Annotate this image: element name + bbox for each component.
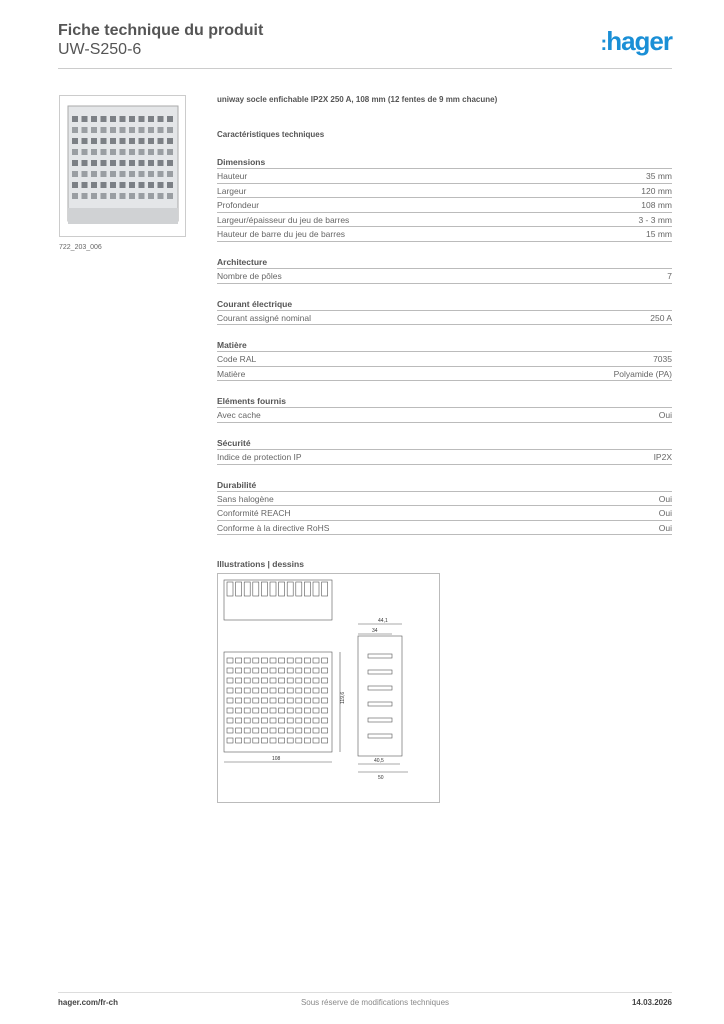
spec-row — [217, 367, 672, 382]
spec-row — [217, 450, 672, 465]
website-link[interactable]: hager.com/fr-ch — [58, 998, 119, 1007]
spec-value: Polyamide (PA) — [613, 368, 672, 379]
spec-row — [217, 352, 672, 367]
product-photo — [59, 95, 186, 237]
spec-value: 7035 — [653, 354, 672, 365]
spec-value: Oui — [658, 493, 672, 504]
group-title: Durabilité — [217, 478, 672, 492]
spec-value: IP2X — [653, 451, 672, 462]
spec-row — [217, 213, 672, 228]
spec-row — [217, 506, 672, 521]
spec-row — [217, 492, 672, 507]
spec-row — [217, 269, 672, 284]
spec-label: Profondeur — [217, 200, 260, 211]
spec-row — [217, 198, 672, 213]
header-divider — [58, 68, 672, 69]
disclaimer: Sous réserve de modifications techniques — [300, 998, 450, 1007]
section-title: Caractéristiques techniques — [217, 130, 325, 139]
spec-value: 108 mm — [641, 200, 672, 211]
illustrations-title: Illustrations | dessins — [217, 559, 304, 570]
spec-label: Code RAL — [217, 354, 257, 365]
photo-caption: 722_203_006 — [59, 244, 102, 251]
spec-group — [217, 394, 672, 423]
dim-width: 108 — [272, 756, 281, 763]
page-title: Fiche technique du produit — [58, 22, 264, 39]
group-title: Eléments fournis — [217, 394, 672, 408]
spec-label: Nombre de pôles — [217, 270, 282, 281]
spec-row — [217, 227, 672, 242]
dim-base: 40,5 — [374, 758, 384, 765]
dim-depth: 44,1 — [378, 618, 388, 625]
spec-row — [217, 311, 672, 326]
group-title: Courant électrique — [217, 297, 672, 311]
spec-group — [217, 297, 672, 326]
spec-label: Hauteur de barre du jeu de barres — [217, 229, 346, 240]
spec-row — [217, 521, 672, 536]
spec-value: Oui — [658, 508, 672, 519]
spec-value: 7 — [667, 270, 672, 281]
spec-group — [217, 338, 672, 381]
spec-value: 35 mm — [646, 171, 672, 181]
group-title: Sécurité — [217, 436, 672, 450]
group-title: Dimensions — [217, 155, 672, 169]
technical-drawing — [217, 573, 440, 803]
spec-value: 15 mm — [646, 229, 672, 240]
date: 14.03.2026 — [631, 998, 672, 1007]
product-description: uniway socle enfichable IP2X 250 A, 108 mm (12 fentes de 9 mm chacune) — [217, 95, 498, 104]
spec-label: Hauteur — [217, 171, 248, 181]
spec-label: Sans halogène — [217, 493, 274, 504]
spec-value: 250 A — [650, 312, 672, 323]
spec-label: Largeur — [217, 185, 247, 196]
group-title: Matière — [217, 338, 672, 352]
spec-row — [217, 169, 672, 184]
spec-value: Oui — [658, 410, 672, 421]
spec-label: Courant assigné nominal — [217, 312, 312, 323]
dim-inner: 34 — [372, 628, 378, 635]
spec-label: Indice de protection IP — [217, 451, 302, 462]
spec-value: 3 - 3 mm — [638, 214, 672, 225]
group-title: Architecture — [217, 255, 672, 269]
spec-group — [217, 255, 672, 284]
spec-panel — [217, 95, 672, 803]
footer — [58, 998, 672, 1007]
spec-group — [217, 436, 672, 465]
dim-total: 50 — [378, 775, 384, 782]
spec-value: Oui — [658, 522, 672, 533]
spec-group — [217, 478, 672, 536]
spec-label: Conforme à la directive RoHS — [217, 522, 330, 533]
dim-height: 119,6 — [340, 692, 346, 705]
spec-value: 120 mm — [641, 185, 672, 196]
product-code: UW-S250-6 — [58, 41, 142, 58]
spec-row — [217, 184, 672, 199]
spec-label: Largeur/épaisseur du jeu de barres — [217, 214, 350, 225]
spec-label: Conformité REACH — [217, 508, 291, 519]
hager-logo: :hager — [600, 26, 672, 56]
spec-row — [217, 408, 672, 423]
spec-label: Avec cache — [217, 410, 261, 421]
spec-label: Matière — [217, 368, 246, 379]
footer-divider — [58, 992, 672, 993]
spec-group — [217, 155, 672, 242]
